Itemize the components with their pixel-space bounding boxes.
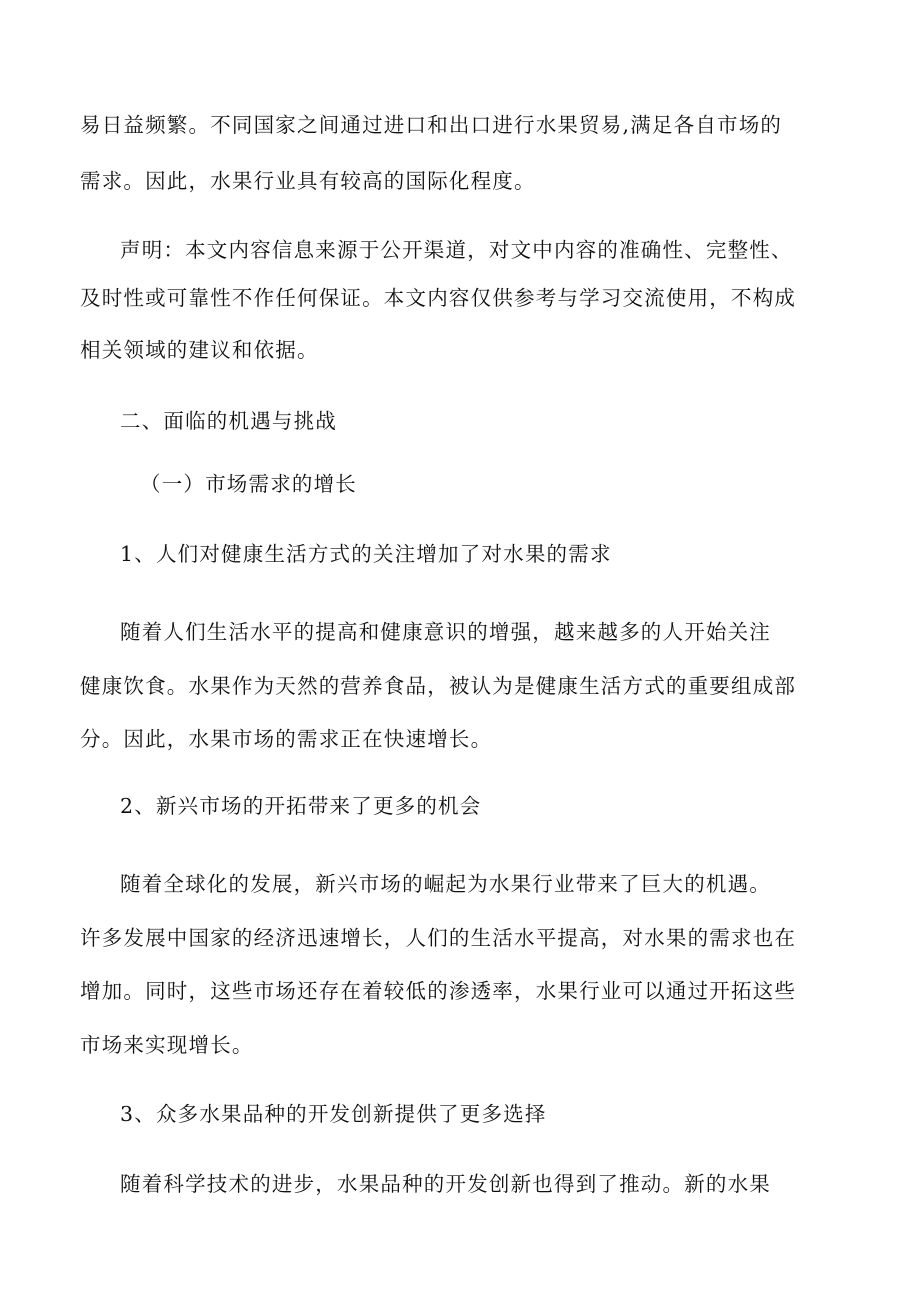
body-text-line: 健康饮食。水果作为天然的营养食品，被认为是健康生活方式的重要组成部 xyxy=(80,674,797,698)
body-text-line: 需求。因此，水果行业具有较高的国际化程度。 xyxy=(80,169,536,193)
body-text-line: 随着全球化的发展，新兴市场的崛起为水果行业带来了巨大的机遇。 xyxy=(120,872,771,896)
point-heading: 3、众多水果品种的开发创新提供了更多选择 xyxy=(120,1102,547,1126)
point-heading: 2、新兴市场的开拓带来了更多的机会 xyxy=(120,794,482,818)
disclaimer-text-line: 相关领域的建议和依据。 xyxy=(80,338,319,362)
section-heading: 二、面临的机遇与挑战 xyxy=(120,409,337,433)
body-text-line: 分。因此，水果市场的需求正在快速增长。 xyxy=(80,727,493,751)
disclaimer-text-line: 声明：本文内容信息来源于公开渠道，对文中内容的准确性、完整性、 xyxy=(120,238,793,262)
subsection-heading: （一）市场需求的增长 xyxy=(140,472,357,496)
point-heading: 1、人们对健康生活方式的关注增加了对水果的需求 xyxy=(120,542,612,566)
body-text-line: 易日益频繁。不同国家之间通过进口和出口进行水果贸易,满足各自市场的 xyxy=(80,113,783,137)
body-text-line: 许多发展中国家的经济迅速增长，人们的生活水平提高，对水果的需求也在 xyxy=(80,926,797,950)
body-text-line: 随着人们生活水平的提高和健康意识的增强，越来越多的人开始关注 xyxy=(120,620,771,644)
disclaimer-text-line: 及时性或可靠性不作任何保证。本文内容仅供参考与学习交流使用，不构成 xyxy=(80,286,797,310)
body-text-line: 随着科学技术的进步，水果品种的开发创新也得到了推动。新的水果 xyxy=(120,1172,771,1196)
body-text-line: 市场来实现增长。 xyxy=(80,1033,254,1057)
body-text-line: 增加。同时，这些市场还存在着较低的渗透率，水果行业可以通过开拓这些 xyxy=(80,979,797,1003)
